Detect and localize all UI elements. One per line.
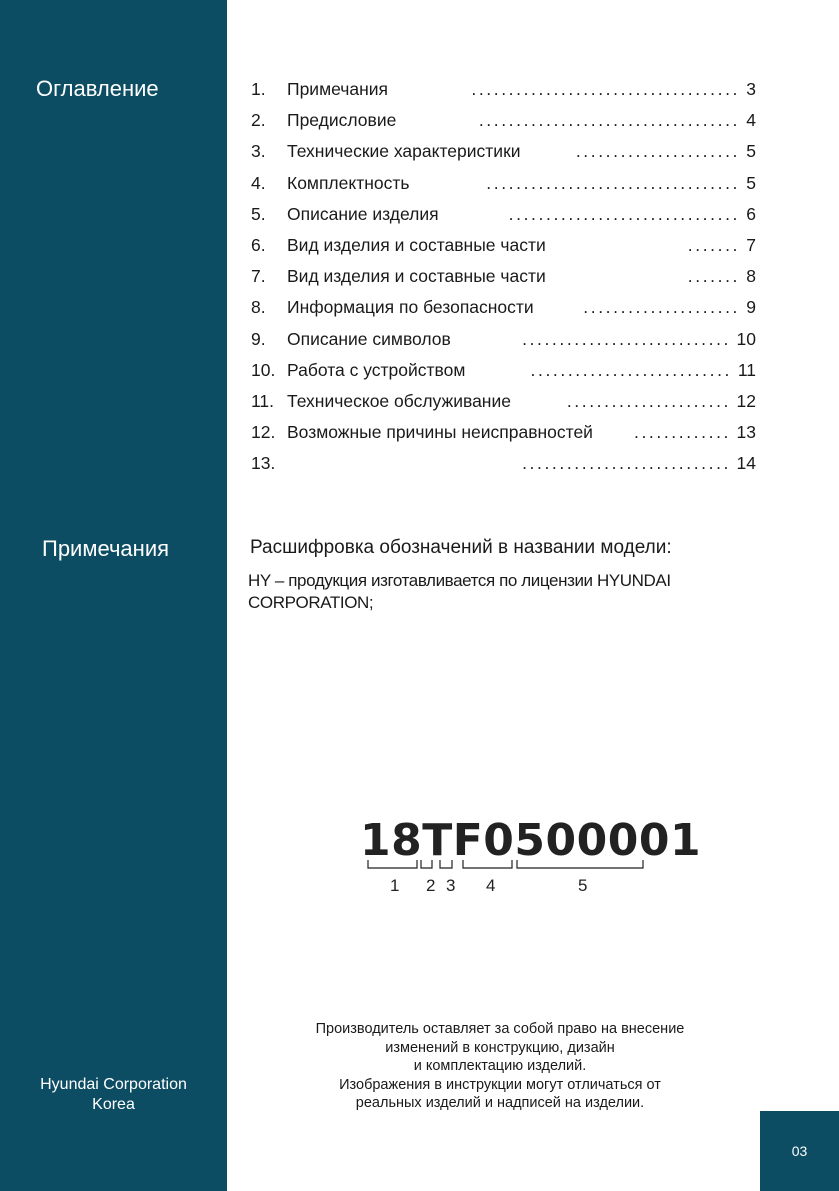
toc-dot-leader: ........................... bbox=[530, 359, 732, 380]
toc-page-number: 13 bbox=[736, 422, 756, 443]
notes-section-heading: Примечания bbox=[42, 536, 170, 561]
disclaimer-line: Изображения в инструкции могут отличаться от bbox=[339, 1076, 661, 1093]
toc-number: 7. bbox=[251, 266, 266, 287]
toc-dot-leader: .................................... bbox=[471, 79, 740, 99]
toc-number: 3. bbox=[251, 141, 266, 162]
toc-title: Описание изделия bbox=[287, 203, 439, 224]
toc-row[interactable] bbox=[251, 108, 756, 133]
toc-title: Вид изделия и составные части bbox=[287, 266, 546, 287]
toc-row[interactable] bbox=[251, 451, 756, 476]
toc-page-number: 10 bbox=[736, 328, 756, 349]
bracket-3 bbox=[440, 860, 452, 868]
bracket-4 bbox=[463, 860, 512, 868]
toc-row[interactable] bbox=[251, 295, 756, 320]
toc-title: Техническое обслуживание bbox=[287, 390, 511, 411]
disclaimer bbox=[270, 1020, 730, 1113]
toc-number: 11. bbox=[251, 390, 275, 411]
toc-title: Комплектность bbox=[287, 172, 410, 193]
bracket-label-4: 4 bbox=[486, 876, 496, 895]
toc-number: 1. bbox=[251, 79, 266, 99]
disclaimer-line: реальных изделий и надписей на изделии. bbox=[355, 1095, 645, 1111]
toc-dot-leader: ...................... bbox=[566, 390, 731, 411]
bracket-5 bbox=[517, 860, 643, 868]
toc-page-number: 8 bbox=[746, 266, 756, 287]
toc-number: 6. bbox=[251, 234, 266, 255]
sidebar bbox=[0, 0, 227, 1191]
toc-dot-leader: ...................... bbox=[575, 141, 740, 162]
toc-row[interactable] bbox=[251, 139, 756, 164]
toc-dot-leader: ............................ bbox=[522, 453, 731, 474]
toc-number: 9. bbox=[251, 328, 266, 349]
toc-dot-leader: ..................... bbox=[583, 297, 740, 318]
toc-number: 10. bbox=[251, 359, 276, 380]
bracket-label-2: 2 bbox=[426, 876, 436, 895]
bracket-2 bbox=[421, 860, 432, 868]
toc-title: Технические характеристики bbox=[287, 141, 521, 162]
table-of-contents bbox=[251, 77, 756, 482]
toc-page-number: 4 bbox=[746, 110, 756, 131]
model-decoding-heading: Расшифровка обозначений в названии модели: bbox=[250, 537, 672, 558]
toc-title: Возможные причины неисправностей bbox=[287, 422, 593, 443]
toc-page-number: 5 bbox=[746, 172, 756, 193]
toc-row[interactable] bbox=[251, 389, 756, 414]
toc-page-number: 12 bbox=[736, 390, 756, 411]
page-number: 03 bbox=[760, 1111, 839, 1191]
model-decoding-text: HY – продукция изготавливается по лицензии HYUNDAI CORPORATION; bbox=[248, 571, 671, 612]
toc-dot-leader: ............................... bbox=[508, 203, 740, 224]
toc-row[interactable] bbox=[251, 202, 756, 227]
toc-number: 5. bbox=[251, 203, 266, 224]
toc-page-number: 9 bbox=[746, 297, 756, 318]
company-footer bbox=[0, 1075, 227, 1115]
toc-title: Информация по безопасности bbox=[287, 297, 534, 318]
toc-row[interactable] bbox=[251, 358, 756, 383]
toc-page-number: 7 bbox=[746, 234, 756, 255]
toc-row[interactable] bbox=[251, 233, 756, 258]
company-name: Hyundai Corporation bbox=[40, 1076, 187, 1093]
toc-dot-leader: ................................... bbox=[478, 110, 740, 131]
toc-row[interactable] bbox=[251, 171, 756, 196]
bracket-label-5: 5 bbox=[578, 876, 588, 895]
toc-number: 12. bbox=[251, 422, 276, 443]
disclaimer-line: Производитель оставляет за собой право на внесение bbox=[315, 1021, 685, 1037]
toc-title: Предисловие bbox=[287, 110, 397, 131]
model-code-brackets bbox=[360, 854, 660, 899]
toc-dot-leader: ............................ bbox=[522, 328, 731, 349]
toc-dot-leader: ....... bbox=[687, 266, 740, 287]
toc-number: 4. bbox=[251, 172, 266, 193]
toc-row[interactable] bbox=[251, 327, 756, 352]
toc-number: 2. bbox=[251, 110, 266, 131]
toc-section-heading: Оглавление bbox=[36, 76, 159, 101]
toc-page-number: 6 bbox=[746, 203, 756, 224]
toc-title: Описание символов bbox=[287, 328, 451, 349]
toc-number: 13. bbox=[251, 453, 276, 474]
toc-row[interactable] bbox=[251, 77, 756, 102]
toc-page-number: 14 bbox=[736, 453, 756, 474]
company-country: Korea bbox=[92, 1096, 135, 1113]
toc-row[interactable] bbox=[251, 420, 756, 445]
toc-title: Работа с устройством bbox=[287, 359, 466, 380]
model-code: 18TF0500001 bbox=[360, 815, 702, 866]
disclaimer-line: и комплектацию изделий. bbox=[413, 1058, 587, 1074]
toc-dot-leader: ............. bbox=[633, 422, 731, 443]
toc-page-number: 11 bbox=[737, 359, 756, 380]
toc-row[interactable] bbox=[251, 264, 756, 289]
toc-dot-leader: .................................. bbox=[486, 172, 740, 193]
toc-title: Примечания bbox=[287, 79, 389, 99]
toc-page-number: 3 bbox=[746, 79, 756, 99]
bracket-label-3: 3 bbox=[446, 876, 456, 895]
toc-dot-leader: ....... bbox=[687, 234, 740, 255]
toc-title: Вид изделия и составные части bbox=[287, 234, 546, 255]
toc-page-number: 5 bbox=[746, 141, 756, 162]
bracket-1 bbox=[368, 860, 417, 868]
bracket-label-1: 1 bbox=[390, 876, 400, 895]
disclaimer-line: изменений в конструкцию, дизайн bbox=[385, 1039, 615, 1056]
toc-number: 8. bbox=[251, 297, 266, 318]
